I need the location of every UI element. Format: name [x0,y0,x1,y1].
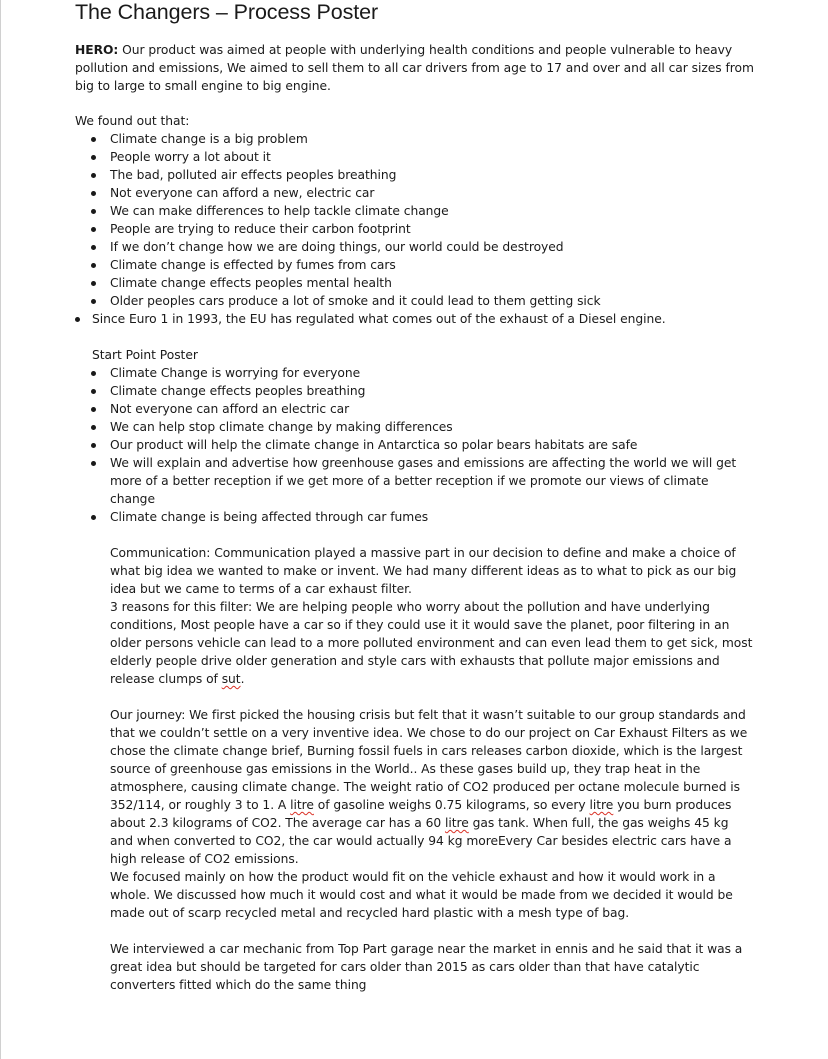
list-item: Our product will help the climate change in Antarctica so polar bears habitats are safe [75,436,755,454]
journey-paragraph [75,706,755,868]
misspelled-word: litre [444,816,469,830]
communication-paragraph: Communication: Communication played a massive part in our decision to define and make a choice of what big idea we wanted to make or invent. We had many different ideas as to what to pick as our big idea but we came to terms of a car exhaust filter. [110,546,737,596]
list-item: Climate change effects peoples mental health [75,274,755,292]
findings-intro: We found out that: [75,114,190,128]
list-item: Not everyone can afford an electric car [75,400,755,418]
misspelled-word: sut [221,672,241,686]
list-item: If we don’t change how we are doing things, our world could be destroyed [75,238,755,256]
document-page [75,0,755,994]
misspelled-word: litre [589,798,614,812]
hero-label: HERO: [75,43,119,57]
interview-paragraph: We interviewed a car mechanic from Top Part garage near the market in ennis and he said that it was a great idea but should be targeted for cars older than 2015 as cars older than that have catalytic converters fitted which do the same thing [110,942,743,992]
document-title: The Changers – Process Poster [75,0,379,24]
findings-list [75,130,755,310]
start-point-list [75,364,755,526]
list-item: Climate Change is worrying for everyone [75,364,755,382]
list-item: Climate change is being affected through car fumes [75,508,755,526]
list-item: We will explain and advertise how greenhouse gases and emissions are affecting the world we will get more of a better reception if we get more of a better reception if we promote our views of climate change [75,454,755,508]
hero-text: Our product was aimed at people with underlying health conditions and people vulnerable to heavy pollution and emissions, We aimed to sell them to all car drivers from age to 17 and over and all car sizes from big to large to small engine to big engine. [75,43,754,93]
reasons-end: . [240,672,245,686]
list-item: Climate change is effected by fumes from cars [75,256,755,274]
journey-text: of gasoline weighs 0.75 kilograms, so every [313,798,590,812]
journey-text: you burn produces about 2.3 kilograms of CO2. The average car has a 60 [110,798,732,830]
page-left-border [0,0,1,1059]
list-item: Older peoples cars produce a lot of smoke and it could lead to them getting sick [75,292,755,310]
euro-fact-list [75,310,755,328]
list-item: We can make differences to help tackle climate change [75,202,755,220]
hero-paragraph [75,41,755,95]
journey-text: gas tank. When full, the gas weighs 45 kg and when converted to CO2, the car would actually 94 kg moreEvery Car besides electric cars have a high release of CO2 emissions. [110,816,732,866]
list-item: People worry a lot about it [75,148,755,166]
list-item: Climate change effects peoples breathing [75,382,755,400]
list-item: The bad, polluted air effects peoples breathing [75,166,755,184]
list-item: Since Euro 1 in 1993, the EU has regulated what comes out of the exhaust of a Diesel engine. [75,310,755,328]
focus-paragraph: We focused mainly on how the product would fit on the vehicle exhaust and how it would work in a whole. We discussed how much it would cost and what it would be made from we decided it would be made out of scarp recycled metal and recycled hard plastic with a mesh type of bag. [110,870,733,920]
start-point-heading: Start Point Poster [92,348,198,362]
list-item: We can help stop climate change by making differences [75,418,755,436]
list-item: People are trying to reduce their carbon footprint [75,220,755,238]
list-item: Climate change is a big problem [75,130,755,148]
reasons-paragraph [75,598,755,688]
list-item: Not everyone can afford a new, electric car [75,184,755,202]
reasons-text: 3 reasons for this filter: We are helping people who worry about the pollution and have underlying conditions, Most people have a car so if they could use it it would save the planet, poor filtering in an older persons vehicle can lead to a more polluted environment and can even lead them to get sick, most elderly people drive older generation and style cars with exhausts that pollute major emissions and release clumps of [110,600,753,686]
misspelled-word: litre [290,798,314,812]
journey-text: Our journey: We first picked the housing crisis but felt that it wasn’t suitable to our group standards and that we couldn’t settle on a very inventive idea. We chose to do our project on Car Exhaust Filters as we chose the climate change brief, Burning fossil fuels in cars releases carbon dioxide, which is the largest source of greenhouse gas emissions in the World.. As these gases build up, they trap heat in the atmosphere, causing climate change. The weight ratio of CO2 produced per octane molecule burned is 352/114, or roughly 3 to 1. A [110,708,748,812]
